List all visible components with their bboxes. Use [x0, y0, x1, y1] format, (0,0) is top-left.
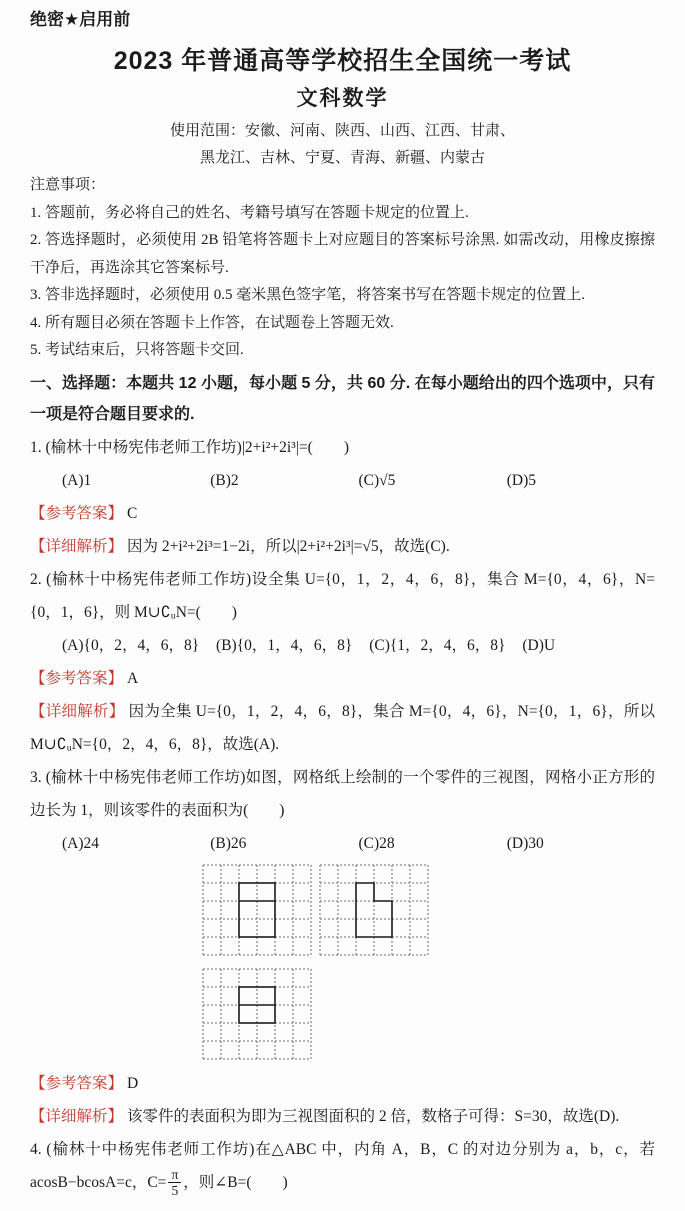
scope-line-1: 使用范围：安徽、河南、陕西、山西、江西、甘肃、	[169, 123, 515, 139]
answer-label: 【参考答案】	[30, 669, 124, 687]
answer-value: D	[127, 1074, 139, 1092]
answer-value: C	[127, 504, 138, 522]
pi-over-5-fraction	[168, 1167, 181, 1198]
analysis-text: 因为全集 U={0，1，2，4，6，8}，集合 M={0，4，6}，N={0，1，6}，所以 M∪∁ᵤN={0，2，4，6，8}，故选(A).	[30, 702, 655, 753]
analysis-text: 该零件的表面积为即为三视图面积的 2 倍，数格子可得：S=30，故选(D).	[127, 1107, 620, 1125]
question-2-analysis	[30, 695, 655, 761]
notice-item-4: 4. 所有题目必须在答题卡上作答，在试题卷上答题无效.	[30, 314, 394, 331]
question-4-stem	[30, 1133, 655, 1199]
question-2-stem: 2. (榆林十中杨宪伟老师工作坊)设全集 U={0，1，2，4，6，8}，集合 M={0，4，6}，N={0，1，6}，则 M∪∁ᵤN=( )	[30, 570, 655, 621]
question-1-stem: 1. (榆林十中杨宪伟老师工作坊)|2+i²+2i³|=( )	[30, 438, 349, 456]
three-view-figure	[202, 864, 655, 1065]
option-b: (B){0，1，4，6，8}	[216, 636, 353, 654]
option-a: (A){0，2，4，6，8}	[62, 636, 200, 654]
option-d: (D)U	[522, 636, 556, 654]
question-4	[30, 1133, 655, 1199]
option-c: (C){1，2，4，6，8}	[369, 636, 506, 654]
top-view-grid	[202, 968, 312, 1065]
answer-label: 【参考答案】	[30, 504, 124, 522]
option-c: (C)√5	[358, 471, 396, 489]
question-1-answer	[30, 497, 655, 530]
option-c: (C)28	[358, 834, 395, 852]
fraction-numerator: π	[168, 1167, 181, 1183]
question-3-analysis	[30, 1100, 655, 1133]
stem-suffix: ，则∠B=( )	[183, 1173, 288, 1191]
security-classification: 绝密★启用前	[30, 10, 131, 29]
question-2-options	[30, 629, 655, 662]
analysis-label: 【详细解析】	[30, 702, 125, 720]
analysis-label: 【详细解析】	[30, 1107, 124, 1125]
question-3-stem: 3. (榆林十中杨宪伟老师工作坊)如图，网格纸上绘制的一个零件的三视图，网格小正方形的边长为 1，则该零件的表面积为( )	[30, 768, 655, 819]
question-2	[30, 563, 655, 761]
notice-item-2: 2. 答选择题时，必须使用 2B 铅笔将答题卡上对应题目的答案标号涂黑. 如需改动，用橡皮擦擦干净后，再选涂其它答案标号.	[30, 232, 655, 276]
scope-line-2: 黑龙江、吉林、宁夏、青海、新疆、内蒙古	[199, 150, 485, 166]
analysis-label: 【详细解析】	[30, 537, 124, 555]
option-d: (D)30	[506, 834, 544, 852]
question-1-options	[30, 464, 655, 497]
question-1-analysis	[30, 530, 655, 563]
question-2-answer	[30, 662, 655, 695]
answer-label: 【参考答案】	[30, 1074, 124, 1092]
question-3	[30, 761, 655, 1133]
notice-section	[30, 172, 655, 365]
stem-prefix: 4. (榆林十中杨宪伟老师工作坊)在△ABC 中，内角 A，B，C 的对边分别为 a，b，c，若 acosB−bcosA=c，C=	[30, 1140, 655, 1191]
exam-subject: 文科数学	[296, 87, 389, 110]
notice-item-3: 3. 答非选择题时，必须使用 0.5 毫米黑色签字笔，将答案书写在答题卡规定的位置上.	[30, 287, 586, 303]
option-b: (B)26	[210, 834, 247, 852]
fraction-denominator: 5	[171, 1183, 179, 1199]
option-b: (B)2	[210, 471, 239, 489]
option-a: (A)1	[62, 471, 92, 489]
exam-title: 2023 年普通高等学校招生全国统一考试	[113, 47, 572, 75]
side-view-grid	[319, 864, 429, 961]
analysis-text: 因为 2+i²+2i³=1−2i，所以|2+i²+2i³|=√5，故选(C).	[127, 537, 450, 555]
notice-heading: 注意事项：	[30, 177, 106, 193]
front-view-grid	[202, 864, 312, 961]
question-3-options	[30, 827, 655, 860]
section-heading: 一、选择题：本题共 12 小题，每小题 5 分，共 60 分. 在每小题给出的四个选项中，只有一项是符合题目要求的.	[30, 374, 655, 423]
option-d: (D)5	[506, 471, 537, 489]
question-1	[30, 431, 655, 563]
option-a: (A)24	[62, 834, 100, 852]
question-3-answer	[30, 1067, 655, 1100]
notice-item-1: 1. 答题前，务必将自己的姓名、考籍号填写在答题卡规定的位置上.	[30, 204, 469, 221]
notice-item-5: 5. 考试结束后，只将答题卡交回.	[30, 342, 244, 358]
answer-value: A	[127, 669, 139, 687]
